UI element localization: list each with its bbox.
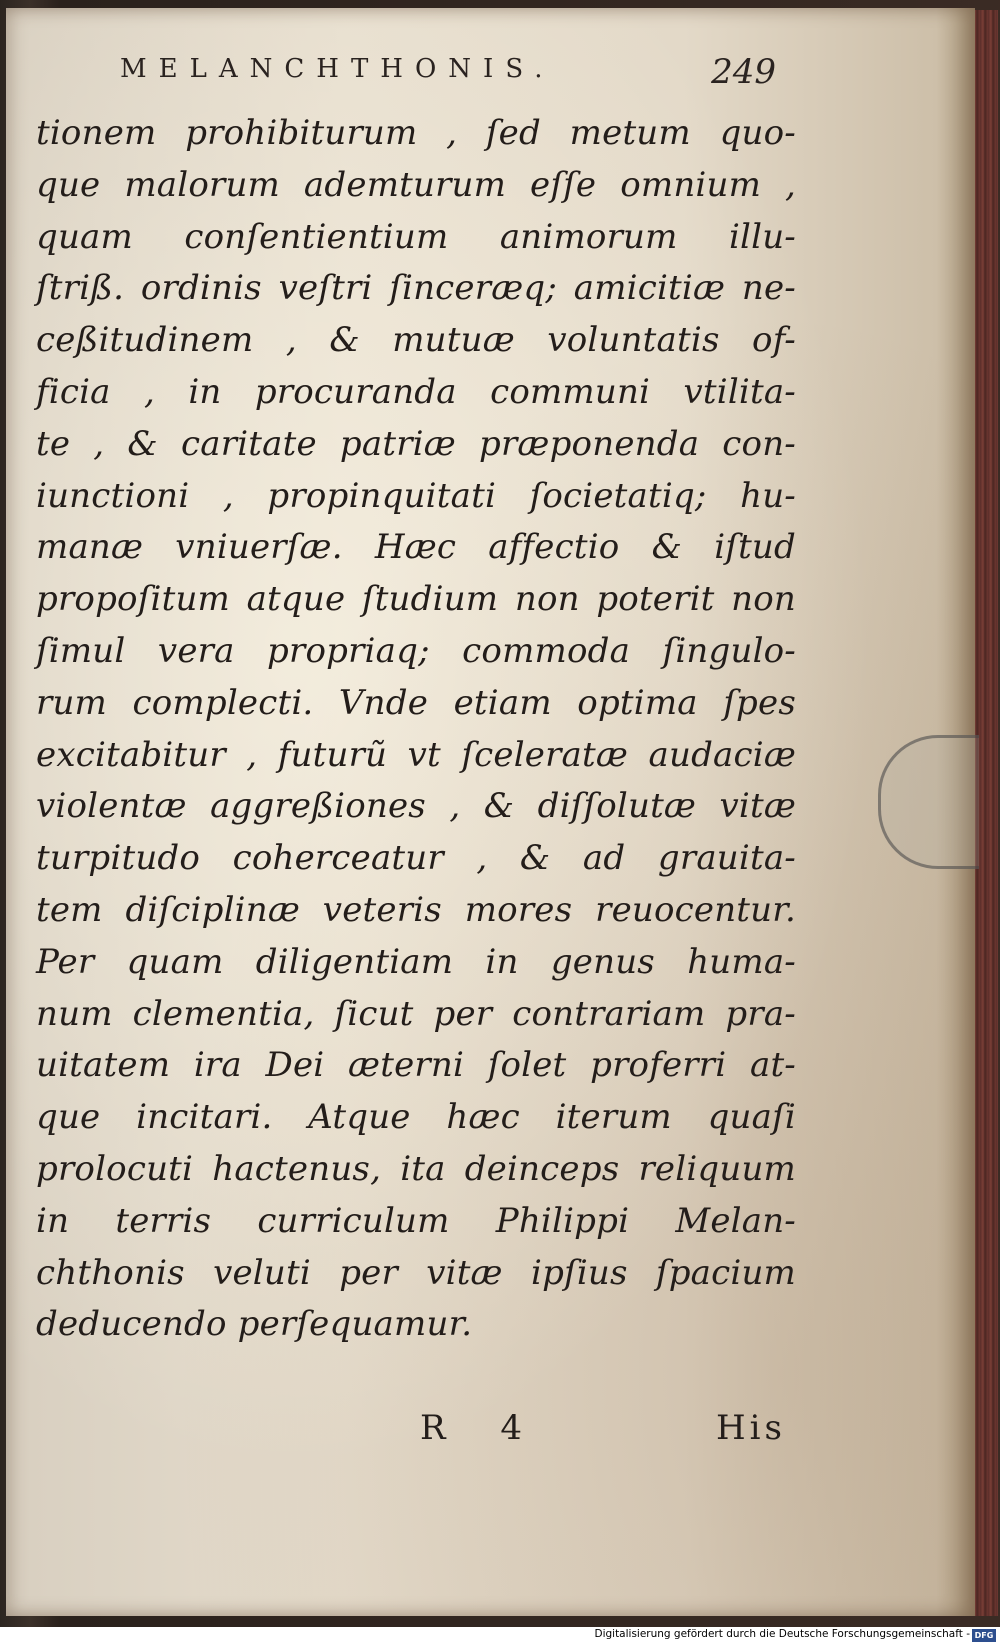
text-line: propoſitum atque ſtudium non poterit non: [36, 579, 796, 620]
text-line: tem diſciplinæ veteris mores reuocentur.: [36, 889, 796, 930]
text-line: que malorum ademturum eſſe omnium ,: [36, 164, 796, 205]
funding-banner: [0, 1627, 1000, 1645]
funding-text: Digitalisierung gefördert durch die Deutsche Forschungsgemeinschaft -: [594, 1628, 970, 1640]
text-line: excitabitur , futurũ vt ſceleratæ audaciæ: [36, 734, 796, 775]
text-line: prolocuti hactenus, ita deinceps reliquum: [36, 1148, 796, 1189]
signature-mark: R 4: [420, 1408, 545, 1448]
text-line: manæ vniuerſæ. Hæc affectio & iſtud: [36, 527, 796, 568]
page-header: [116, 54, 776, 102]
page-footer: [406, 1408, 786, 1458]
page-number: 249: [711, 52, 776, 92]
text-line: deducendo perſequamur.: [36, 1304, 473, 1345]
text-line: num clementia, ſicut per contrariam pra-: [36, 993, 796, 1034]
text-line: te , & caritate patriæ præponenda con-: [36, 423, 796, 464]
text-line: in terris curriculum Philippi Melan-: [36, 1200, 796, 1241]
text-line: ficia , in procuranda communi vtilita-: [36, 371, 796, 412]
text-line: chthonis veluti per vitæ ipſius ſpacium: [36, 1252, 796, 1293]
text-line: turpitudo coherceatur , & ad grauita-: [36, 838, 796, 879]
text-line: ſtriß. ordinis veſtri ſinceræq; amicitiæ ne-: [36, 268, 796, 309]
text-line: tionem prohibiturum , ſed metum quo-: [36, 113, 796, 153]
text-line: violentæ aggreßiones , & diſſolutæ vitæ: [36, 786, 796, 827]
text-line: rum complecti. Vnde etiam optima ſpes: [36, 682, 796, 723]
body-text: [36, 108, 796, 1351]
text-line: quam conſentientium animorum illu-: [36, 216, 796, 257]
text-line: que incitari. Atque hæc iterum quaſi: [36, 1097, 796, 1138]
catchword: His: [716, 1408, 786, 1448]
book-page: [6, 8, 975, 1616]
text-line: ceßitudinem , & mutuæ voluntatis of-: [36, 320, 796, 361]
running-head: MELANCHTHONIS.: [120, 54, 555, 84]
page-clip-icon: [878, 735, 979, 869]
text-line: ſimul vera propriaq; commoda ſingulo-: [36, 630, 796, 671]
dfg-logo-icon: DFG: [972, 1629, 996, 1642]
text-line: iunctioni , propinquitati ſocietatiq; hu-: [36, 475, 796, 516]
text-line: Per quam diligentiam in genus huma-: [36, 941, 796, 982]
text-line: uitatem ira Dei æterni ſolet proferri at-: [36, 1045, 796, 1086]
